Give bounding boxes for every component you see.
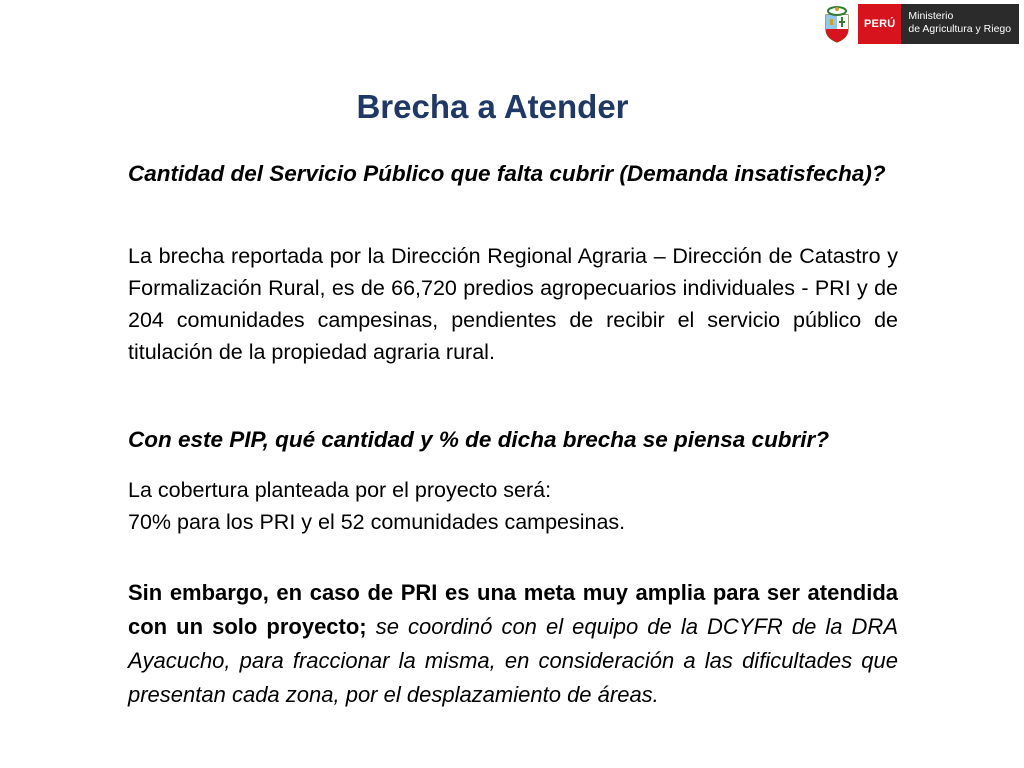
note-bold-text: Sin embargo, en caso de PRI es una meta muy amplia para ser atendida con un solo proyecto; (128, 580, 898, 639)
question-unmet-demand: Cantidad del Servicio Público que falta cubrir (Demanda insatisfecha)? (128, 161, 886, 186)
note-paragraph (128, 576, 898, 712)
answer-gap-description: La brecha reportada por la Dirección Regional Agraria – Dirección de Catastro y Formalización Rural, es de 66,720 predios agropecuarios individuales - PRI y de 204 comunidades campesinas, pendientes de recibir el servicio público de titulación de la propiedad agraria rural. (128, 244, 898, 364)
logo-country-label: PERÚ (858, 4, 901, 44)
peru-coat-of-arms-icon (822, 5, 852, 43)
logo-ministry-line1: Ministerio (908, 10, 954, 22)
logo-ministry-line2: de Agricultura y Riego (908, 23, 1012, 35)
note-italic-text: se coordinó con el equipo de la DCYFR de la DRA Ayacucho, para fraccionar la misma, en consideración a las dificultades que presentan cada zona, por el desplazamiento de áreas. (128, 614, 898, 707)
logo-ministry-label (901, 4, 1019, 44)
question-coverage: Con este PIP, qué cantidad y % de dicha brecha se piensa cubrir? (128, 427, 830, 452)
answer-coverage-line1: La cobertura planteada por el proyecto será: (128, 478, 552, 502)
page-title: Brecha a Atender (356, 88, 629, 125)
ministry-logo (822, 2, 1019, 46)
answer-coverage (128, 474, 898, 538)
answer-coverage-line2: 70% para los PRI y el 52 comunidades campesinas. (128, 510, 626, 534)
